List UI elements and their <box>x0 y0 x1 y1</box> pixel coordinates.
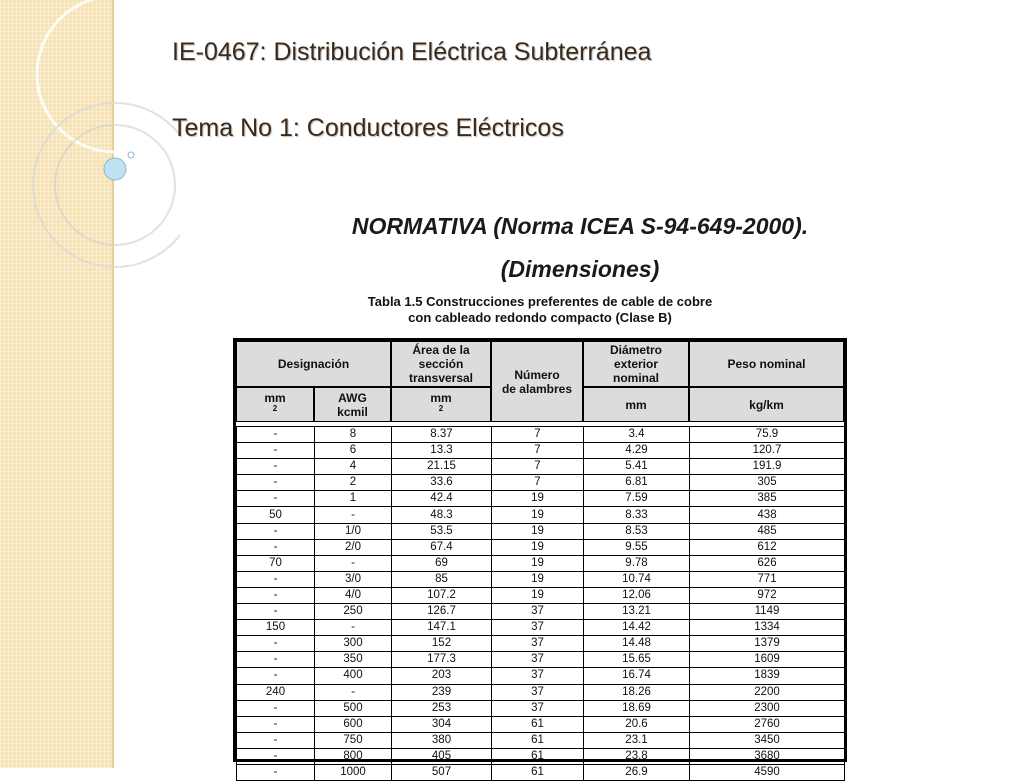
header-diametro: Diámetro exterior nominal <box>583 341 689 387</box>
cell-alambres: 37 <box>492 620 584 636</box>
cell-peso: 626 <box>690 555 845 571</box>
cell-peso: 972 <box>690 587 845 603</box>
cell-alambres: 37 <box>492 700 584 716</box>
cell-alambres: 61 <box>492 764 584 780</box>
cell-peso: 612 <box>690 539 845 555</box>
header-unit-mm2: mm $^2$ <box>236 387 314 422</box>
table-row <box>237 539 845 555</box>
cell-awg: - <box>315 555 392 571</box>
table-row <box>237 571 845 587</box>
cell-alambres: 61 <box>492 716 584 732</box>
cell-area: 107.2 <box>392 587 492 603</box>
cell-diametro: 6.81 <box>584 475 690 491</box>
cell-peso: 1839 <box>690 668 845 684</box>
cell-awg: 350 <box>315 652 392 668</box>
cell-awg: 4 <box>315 459 392 475</box>
cell-mm2: - <box>237 587 315 603</box>
cell-mm2: - <box>237 748 315 764</box>
cell-alambres: 19 <box>492 587 584 603</box>
cell-awg: 600 <box>315 716 392 732</box>
cell-mm2: - <box>237 700 315 716</box>
cell-alambres: 37 <box>492 652 584 668</box>
conductor-table <box>233 338 847 779</box>
table-row <box>237 604 845 620</box>
cell-area: 507 <box>392 764 492 780</box>
cell-awg: - <box>315 507 392 523</box>
cell-awg: 3/0 <box>315 571 392 587</box>
cell-awg: 1 <box>315 491 392 507</box>
cell-peso: 1609 <box>690 652 845 668</box>
cell-mm2: - <box>237 636 315 652</box>
dimensions-heading: (Dimensiones) <box>500 256 660 282</box>
table-row <box>237 684 845 700</box>
cell-awg: 6 <box>315 443 392 459</box>
cell-peso: 771 <box>690 571 845 587</box>
cell-peso: 191.9 <box>690 459 845 475</box>
header-area: Área de la sección transversal <box>391 341 491 387</box>
cell-area: 67.4 <box>392 539 492 555</box>
table-row <box>237 491 845 507</box>
table-row <box>237 523 845 539</box>
cell-diametro: 23.1 <box>584 732 690 748</box>
cell-mm2: 150 <box>237 620 315 636</box>
table-row <box>237 507 845 523</box>
cell-awg: - <box>315 684 392 700</box>
cell-peso: 438 <box>690 507 845 523</box>
cell-awg: 500 <box>315 700 392 716</box>
cell-peso: 3680 <box>690 748 845 764</box>
table-row <box>237 748 845 764</box>
cell-awg: 250 <box>315 604 392 620</box>
cell-area: 48.3 <box>392 507 492 523</box>
cell-area: 42.4 <box>392 491 492 507</box>
cell-mm2: - <box>237 668 315 684</box>
table-row <box>237 652 845 668</box>
cell-area: 177.3 <box>392 652 492 668</box>
cell-area: 152 <box>392 636 492 652</box>
cell-area: 203 <box>392 668 492 684</box>
cell-alambres: 61 <box>492 748 584 764</box>
cell-diametro: 9.78 <box>584 555 690 571</box>
cell-area: 126.7 <box>392 604 492 620</box>
cell-diametro: 10.74 <box>584 571 690 587</box>
cell-area: 85 <box>392 571 492 587</box>
cell-mm2: - <box>237 571 315 587</box>
cell-diametro: 13.21 <box>584 604 690 620</box>
cell-peso: 120.7 <box>690 443 845 459</box>
header-peso: Peso nominal <box>689 341 844 387</box>
cell-peso: 385 <box>690 491 845 507</box>
table-row <box>237 475 845 491</box>
cell-alambres: 37 <box>492 668 584 684</box>
header-unit-mm: mm <box>583 387 689 422</box>
table-row <box>237 764 845 780</box>
cell-area: 33.6 <box>392 475 492 491</box>
table-row <box>237 636 845 652</box>
cell-alambres: 19 <box>492 539 584 555</box>
cell-diametro: 4.29 <box>584 443 690 459</box>
cell-diametro: 15.65 <box>584 652 690 668</box>
cell-peso: 1334 <box>690 620 845 636</box>
header-numero-alambres: Número de alambres <box>491 341 583 422</box>
table-row <box>237 587 845 603</box>
cell-mm2: - <box>237 523 315 539</box>
cell-alambres: 7 <box>492 427 584 443</box>
header-unit-kgkm: kg/km <box>689 387 844 422</box>
cell-peso: 75.9 <box>690 427 845 443</box>
table-row <box>237 668 845 684</box>
cell-diametro: 26.9 <box>584 764 690 780</box>
cell-mm2: 70 <box>237 555 315 571</box>
table-row <box>237 443 845 459</box>
cell-alambres: 7 <box>492 459 584 475</box>
cell-alambres: 37 <box>492 604 584 620</box>
cell-alambres: 19 <box>492 555 584 571</box>
table-row <box>237 700 845 716</box>
cell-area: 21.15 <box>392 459 492 475</box>
table-row <box>237 716 845 732</box>
decorative-circles <box>0 0 180 290</box>
cell-mm2: 50 <box>237 507 315 523</box>
cell-area: 53.5 <box>392 523 492 539</box>
cell-awg: 2 <box>315 475 392 491</box>
cell-diametro: 20.6 <box>584 716 690 732</box>
cell-peso: 485 <box>690 523 845 539</box>
cell-peso: 3450 <box>690 732 845 748</box>
cell-diametro: 23.8 <box>584 748 690 764</box>
cell-peso: 1149 <box>690 604 845 620</box>
cell-diametro: 8.33 <box>584 507 690 523</box>
table-row <box>237 459 845 475</box>
table-row <box>237 427 845 443</box>
cell-diametro: 18.26 <box>584 684 690 700</box>
slide-title: IE-0467: Distribución Eléctrica Subterránea <box>172 38 652 66</box>
cell-alambres: 19 <box>492 491 584 507</box>
data-table <box>236 426 845 781</box>
cell-awg: 8 <box>315 427 392 443</box>
cell-awg: 1000 <box>315 764 392 780</box>
cell-peso: 1379 <box>690 636 845 652</box>
cell-mm2: - <box>237 539 315 555</box>
cell-area: 8.37 <box>392 427 492 443</box>
normative-heading: NORMATIVA (Norma ICEA S-94-649-2000). <box>351 213 809 239</box>
cell-diametro: 9.55 <box>584 539 690 555</box>
cell-diametro: 8.53 <box>584 523 690 539</box>
cell-awg: 400 <box>315 668 392 684</box>
cell-mm2: - <box>237 716 315 732</box>
slide-topic: Tema No 1: Conductores Eléctricos <box>172 114 564 142</box>
table-row <box>237 555 845 571</box>
cell-awg: 4/0 <box>315 587 392 603</box>
cell-awg: 750 <box>315 732 392 748</box>
cell-diametro: 14.42 <box>584 620 690 636</box>
cell-diametro: 12.06 <box>584 587 690 603</box>
cell-mm2: - <box>237 764 315 780</box>
cell-mm2: - <box>237 427 315 443</box>
table-row <box>237 620 845 636</box>
cell-area: 253 <box>392 700 492 716</box>
cell-peso: 2300 <box>690 700 845 716</box>
table-header <box>236 341 844 422</box>
cell-peso: 2760 <box>690 716 845 732</box>
cell-area: 147.1 <box>392 620 492 636</box>
cell-peso: 4590 <box>690 764 845 780</box>
cell-alambres: 19 <box>492 571 584 587</box>
cell-awg: 1/0 <box>315 523 392 539</box>
cell-alambres: 7 <box>492 443 584 459</box>
cell-alambres: 7 <box>492 475 584 491</box>
table-caption: Tabla 1.5 Construcciones preferentes de cable de cobre <box>367 294 713 309</box>
cell-diametro: 3.4 <box>584 427 690 443</box>
table-caption-continued: con cableado redondo compacto (Clase B) <box>408 310 672 325</box>
header-unit-awg: AWG kcmil <box>314 387 391 422</box>
cell-diametro: 18.69 <box>584 700 690 716</box>
cell-area: 380 <box>392 732 492 748</box>
cell-peso: 2200 <box>690 684 845 700</box>
cell-diametro: 5.41 <box>584 459 690 475</box>
cell-alambres: 37 <box>492 684 584 700</box>
cell-mm2: - <box>237 475 315 491</box>
cell-alambres: 19 <box>492 507 584 523</box>
cell-mm2: - <box>237 604 315 620</box>
cell-awg: - <box>315 620 392 636</box>
cell-area: 304 <box>392 716 492 732</box>
cell-area: 239 <box>392 684 492 700</box>
cell-awg: 800 <box>315 748 392 764</box>
cell-diametro: 16.74 <box>584 668 690 684</box>
cell-mm2: - <box>237 459 315 475</box>
cell-diametro: 7.59 <box>584 491 690 507</box>
table-row <box>237 732 845 748</box>
cell-area: 405 <box>392 748 492 764</box>
cell-diametro: 14.48 <box>584 636 690 652</box>
cell-area: 13.3 <box>392 443 492 459</box>
table-body <box>236 426 844 779</box>
header-designacion: Designación <box>236 341 391 387</box>
cell-mm2: - <box>237 732 315 748</box>
header-unit-area: mm $^2$ <box>391 387 491 422</box>
cell-awg: 2/0 <box>315 539 392 555</box>
cell-mm2: - <box>237 443 315 459</box>
cell-alambres: 37 <box>492 636 584 652</box>
cell-peso: 305 <box>690 475 845 491</box>
cell-awg: 300 <box>315 636 392 652</box>
cell-alambres: 61 <box>492 732 584 748</box>
cell-area: 69 <box>392 555 492 571</box>
cell-mm2: - <box>237 652 315 668</box>
cell-alambres: 19 <box>492 523 584 539</box>
cell-mm2: 240 <box>237 684 315 700</box>
cell-mm2: - <box>237 491 315 507</box>
